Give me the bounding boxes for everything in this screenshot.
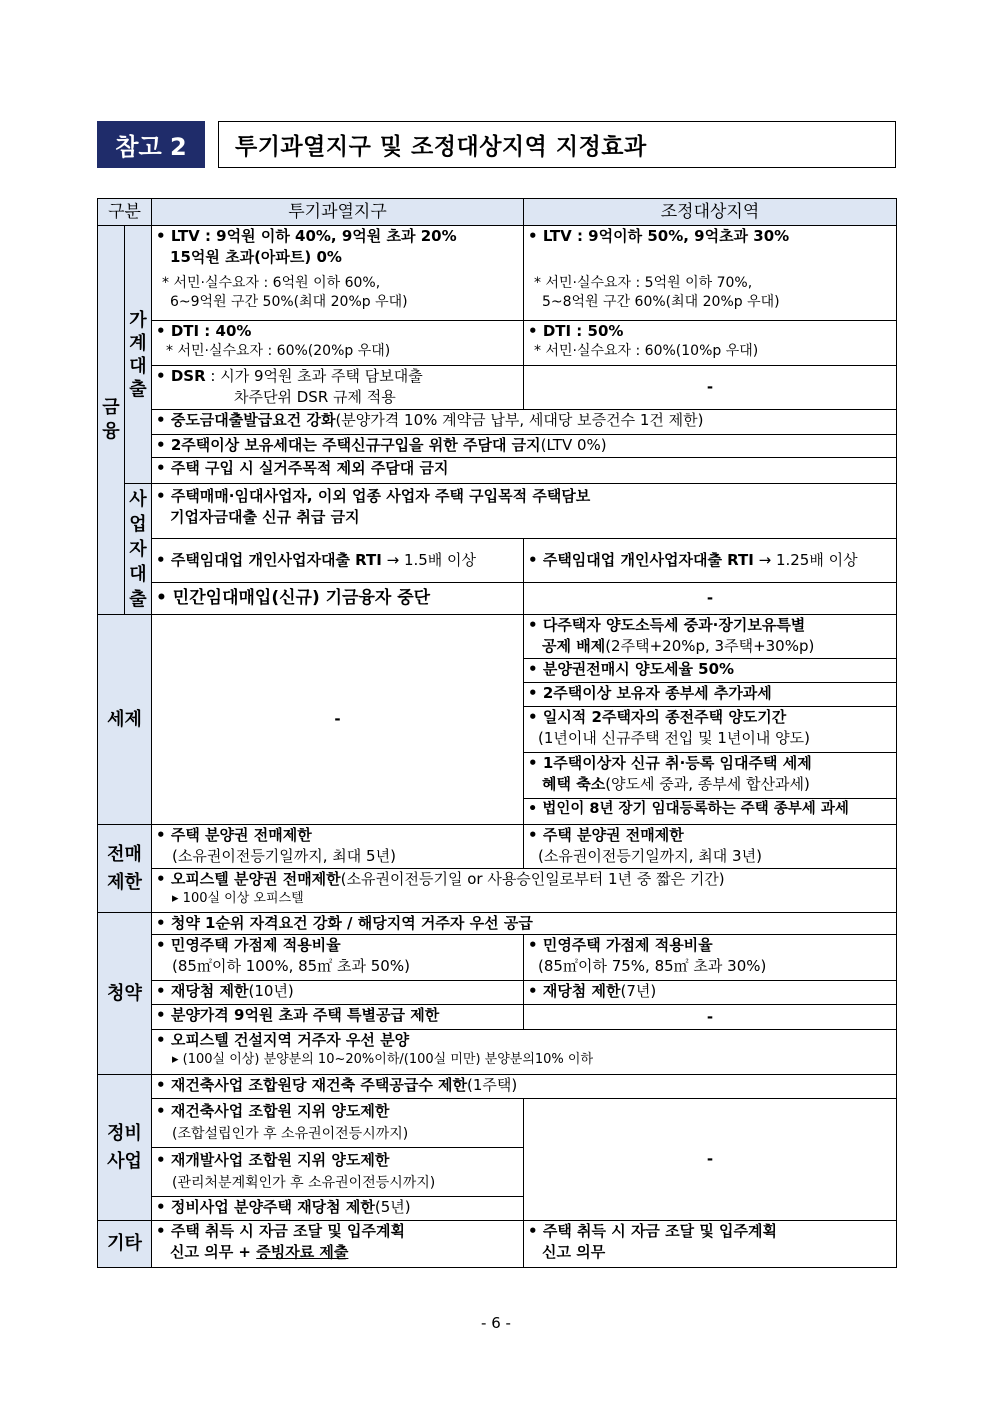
tax-speculation: - [152, 615, 524, 825]
tax-temporary-two-home: • 일시적 2주택자의 종전주택 양도기간 (1년이내 신규주택 전입 및 1년이내 양도) [524, 707, 897, 753]
col-header-category: 구분 [98, 199, 152, 226]
ltv-speculation: • LTV : 9억원 이하 40%, 9억원 초과 20% 15억원 초과(아파트) 0% * 서민·실수요자 : 6억원 이하 60%, 6~9억원 구간 50%(최대 20%p 우대) [152, 226, 524, 321]
table-row [98, 1030, 897, 1075]
table-row [98, 321, 897, 366]
table-row [98, 484, 897, 539]
category-other: 기타 [98, 1221, 152, 1268]
special-supply-speculation: • 분양가격 9억원 초과 주택 특별공급 제한 [152, 1005, 524, 1030]
rewin-speculation: • 재당첨 제한(10년) [152, 981, 524, 1005]
table-header-row [98, 199, 897, 226]
dti-adjustment: • DTI : 50% * 서민·실수요자 : 60%(10%p 우대) [524, 321, 897, 366]
reference-tag: 참고 2 [97, 121, 205, 168]
officetel-priority-row: • 오피스텔 건설지역 거주자 우선 분양 ▸ (100실 이상) 분양분의 10~20%이하/(100실 미만) 분양분의10% 이하 [152, 1030, 897, 1075]
officetel-resale-row: • 오피스텔 분양권 전매제한(소유권이전등기일 or 사용승인일로부터 1년 중 짧은 기간) ▸ 100실 이상 오피스텔 [152, 869, 897, 913]
redevelopment-transfer-speculation: • 재개발사업 조합원 지위 양도제한 (관리처분계획인가 후 소유권이전등시까지) [152, 1148, 524, 1197]
table-row [98, 366, 897, 410]
rti-adjustment: • 주택임대업 개인사업자대출 RTI → 1.25배 이상 [524, 539, 897, 583]
col-header-speculation: 투기과열지구 [152, 199, 524, 226]
private-rental-adjustment: - [524, 583, 897, 615]
category-subscription: 청약 [98, 913, 152, 1075]
page-title: 투기과열지구 및 조정대상지역 지정효과 [218, 121, 896, 168]
table-row [98, 935, 897, 981]
residence-loan-row: • 주택 구입 시 실거주목적 제외 주담대 금지 [152, 458, 897, 484]
tax-comprehensive: • 2주택이상 보유자 종부세 추가과세 [524, 683, 897, 707]
category-finance: 금융 [98, 226, 125, 615]
table-row [98, 1221, 897, 1268]
tax-rental-benefit: • 1주택이상자 신규 취·등록 임대주택 세제 혜택 축소(양도세 중과, 종부세 합산과세) [524, 753, 897, 799]
ltv-adjustment: • LTV : 9억이하 50%, 9억초과 30% * 서민·실수요자 : 5억원 이하 70%, 5~8억원 구간 60%(최대 20%p 우대) [524, 226, 897, 321]
table-row [98, 825, 897, 869]
renewal-rewin-speculation: • 정비사업 분양주택 재당첨 제한(5년) [152, 1197, 524, 1221]
rewin-adjustment: • 재당첨 제한(7년) [524, 981, 897, 1005]
table-row [98, 1005, 897, 1030]
reconstruction-supply-row: • 재건축사업 조합원당 재건축 주택공급수 제한(1주택) [152, 1075, 897, 1099]
special-supply-adjustment: - [524, 1005, 897, 1030]
col-header-adjustment: 조정대상지역 [524, 199, 897, 226]
private-rental-speculation: • 민간임대매입(신규) 기금융자 중단 [152, 583, 524, 615]
subcategory-household-loan: 가계대출 [125, 226, 152, 484]
table-row [98, 869, 897, 913]
rti-speculation: • 주택임대업 개인사업자대출 RTI → 1.5배 이상 [152, 539, 524, 583]
category-tax: 세제 [98, 615, 152, 825]
table-row [98, 1075, 897, 1099]
interim-loan-row: • 중도금대출발급요건 강화(분양가격 10% 계약금 납부, 세대당 보증건수 1건 제한) [152, 410, 897, 435]
table-row [98, 913, 897, 935]
tax-corporate-rental: • 법인이 8년 장기 임대등록하는 주택 종부세 과세 [524, 799, 897, 825]
business-loan-row: • 주택매매·임대사업자, 이외 업종 사업자 주택 구입목적 주택담보 기업자금대출 신규 취급 금지 [152, 484, 897, 539]
reconstruction-transfer-speculation: • 재건축사업 조합원 지위 양도제한 (조합설립인가 후 소유권이전등시까지) [152, 1099, 524, 1148]
funding-report-adjustment: • 주택 취득 시 자금 조달 및 입주계획 신고 의무 [524, 1221, 897, 1268]
table-row [98, 539, 897, 583]
table-row [98, 435, 897, 458]
subscription-eligibility-row: • 청약 1순위 자격요건 강화 / 해당지역 거주자 우선 공급 [152, 913, 897, 935]
funding-report-speculation: • 주택 취득 시 자금 조달 및 입주계획 신고 의무 + 증빙자료 제출 [152, 1221, 524, 1268]
category-renewal: 정비사업 [98, 1075, 152, 1221]
dsr-speculation: • DSR : 시가 9억원 초과 주택 담보대출 차주단위 DSR 규제 적용 [152, 366, 524, 410]
table-row [98, 410, 897, 435]
dsr-adjustment: - [524, 366, 897, 410]
table-row [98, 226, 897, 321]
table-row [98, 615, 897, 659]
tax-multi-home: • 다주택자 양도소득세 중과·장기보유특별 공제 배제(2주택+20%p, 3주택+30%p) [524, 615, 897, 659]
table-row [98, 1099, 897, 1148]
page-number: - 6 - [481, 1314, 511, 1332]
resale-speculation: • 주택 분양권 전매제한 (소유권이전등기일까지, 최대 5년) [152, 825, 524, 869]
point-system-adjustment: • 민영주택 가점제 적용비율 (85㎡이하 75%, 85㎡ 초과 30%) [524, 935, 897, 981]
tax-presale-rate: • 분양권전매시 양도세율 50% [524, 659, 897, 683]
two-house-loan-row: • 2주택이상 보유세대는 주택신규구입을 위한 주담대 금지(LTV 0%) [152, 435, 897, 458]
resale-adjustment: • 주택 분양권 전매제한 (소유권이전등기일까지, 최대 3년) [524, 825, 897, 869]
renewal-adjustment: - [524, 1099, 897, 1221]
dti-speculation: • DTI : 40% * 서민·실수요자 : 60%(20%p 우대) [152, 321, 524, 366]
designation-effects-table [97, 198, 897, 1268]
point-system-speculation: • 민영주택 가점제 적용비율 (85㎡이하 100%, 85㎡ 초과 50%) [152, 935, 524, 981]
category-resale: 전매제한 [98, 825, 152, 913]
table-row [98, 458, 897, 484]
subcategory-business-loan: 사업자대출 [125, 484, 152, 615]
table-row [98, 583, 897, 615]
table-row [98, 981, 897, 1005]
